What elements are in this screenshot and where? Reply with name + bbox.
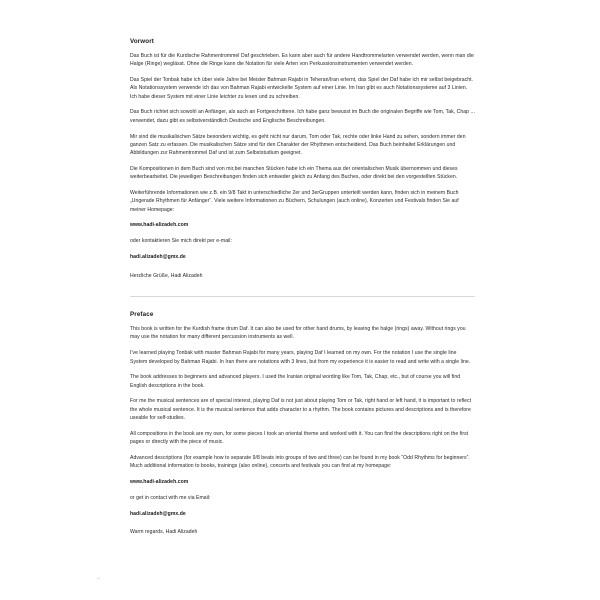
page-title: Vorwort [130, 38, 154, 45]
page-title-preface: Preface [130, 311, 154, 319]
paragraph: Mir sind die musikalischen Sätze besonders wichtig, es geht nicht nur darum, Tom oder Tak, rechte oder linke Hand zu sehen, sondern immer den ganzen Satz zu erfassen. Die musikalischen Sätze sind für den Charakter der Rhythmen entscheidend. Das Buch beinhaltet Erklärungen und Abbildungen zur Rahmentrommel Daf und ist zum Selbststudium geeignet. [130, 133, 466, 157]
signature-line: Warm regards, Hadi Alizadeh [130, 529, 198, 536]
section-divider [130, 296, 475, 297]
corner-crop-mark-icon: ⌐ [97, 576, 101, 582]
section-vorwort [130, 38, 475, 280]
paragraph: Das Buch ist für die Kurdische Rahmentrommel Daf geschrieben. Es kann aber auch für andere Handtrommelarten verwendet werden, wenn man die Halge (Ringe) weglässt. Ohne die Ringe kann die Notation für viele Arten von Perkussionsinstrumenten verwendet werden. [130, 53, 474, 68]
homepage-link[interactable]: www.hadi-alizadeh.com [130, 479, 189, 485]
paragraph: Weiterführende Informationen wie z.B. ein 9/8 Takt in unterschiedliche 2er und 3erGruppen unterteilt werden kann, finden sich in meinem Buch „Ungerade Rhythmen für Anfänger“. Viele weitere Informationen zu Büchern, Schulungen (auch online), Konzerten und Festivals finden Sie auf meiner Homepage: [130, 190, 459, 213]
paragraph: Die Kompositionen in dem Buch sind von mir,bei manchen Stücken habe ich ein Thema aus der orientalischen Musik übernommen und dieses weiterbearbeitet. Die jeweiligen Beschreibungen finden sich entweder gleich zu Anfang des Buches, oder direkt bei den vorgestellten Stücken. [130, 165, 458, 181]
paragraph: Das Buch richtet sich sowohl an Anfänger, als auch an Fortgeschrittene. Ich habe ganz bewusst im Buch die originalen Begriffe wie Tom, Tak, Chap ... verwendet, dazu gibt es selbstverständlich Deutsche und Englische Beschreibungen. [130, 109, 475, 124]
paragraph: oder kontaktieren Sie mich direkt per e-mail: [130, 238, 232, 245]
document-content [130, 38, 475, 537]
signature-line: Herzliche Grüße, Hadi Alizadeh [130, 272, 203, 279]
paragraph: For me the musical sentences are of special interest, playing Daf is not just about playing Tom or Tak, right hand or left hand, it is important to reflect the whole musical sentence. It is the musical sentence that adds character to a rhythm. The book contains pictures and descriptions and is therefore useable for self-studies. [130, 398, 472, 422]
email-link[interactable]: hadi.alizadeh@gmx.de [130, 254, 186, 261]
paragraph: Advanced descriptions (for example how to separate 9/8 beats into groups of two and three) can be found in my book “Odd Rhythms for beginners”. Much additional information to books, trainings (also online), concerts and festivals you can find at my homepage: [130, 454, 470, 470]
homepage-link[interactable]: www.hadi-alizadeh.com [130, 222, 189, 229]
email-link[interactable]: hadi.alizadeh@gmx.de [130, 510, 186, 517]
section-preface [130, 311, 475, 537]
paragraph: All compositions in the book are my own, for some pieces I took an oriental theme and worked with it. You can find the descriptions right on the first pages or directly with the piece of music. [130, 430, 469, 446]
paragraph: or get in contact with me via Email: [130, 494, 211, 501]
paragraph: The book addresses to beginners and advanced players. I used the Iranian original wording like Tom, Tak, Chap, etc., but of course you will find English descriptions in the book. [130, 374, 461, 389]
paragraph: I've learned playing Tonbak with master Bahman Rajabi for many years, playing Daf I learned on my own. For the notation I use the single line System developed by Bahman Rajabi. In Iran there are notations with 3 lines, but from my experience it is easier to read and write with a single line. [130, 350, 471, 365]
paragraph: This book is written for the Kurdish frame drum Daf. It can also be used for other hand drums, by leaving the halge (rings) away. Without rings you may use the notation for many different percussion instruments as well. [130, 326, 466, 341]
paragraph: Das Spiel der Tonbak habe ich über viele Jahre bei Meister Bahman Rajabi in Teheran/Iran erlernt, das Spiel der Daf habe ich mir selbst beigebracht. Als Notationssystem verwende ich das von Bahman Rajabi entwickelte System auf einer Linie. Im Iran gibt es auch Notationssysteme auf 3 Linien. Ich habe dieser System mit einer Linie leichter zu lesen und zu schreiben. [130, 77, 474, 100]
